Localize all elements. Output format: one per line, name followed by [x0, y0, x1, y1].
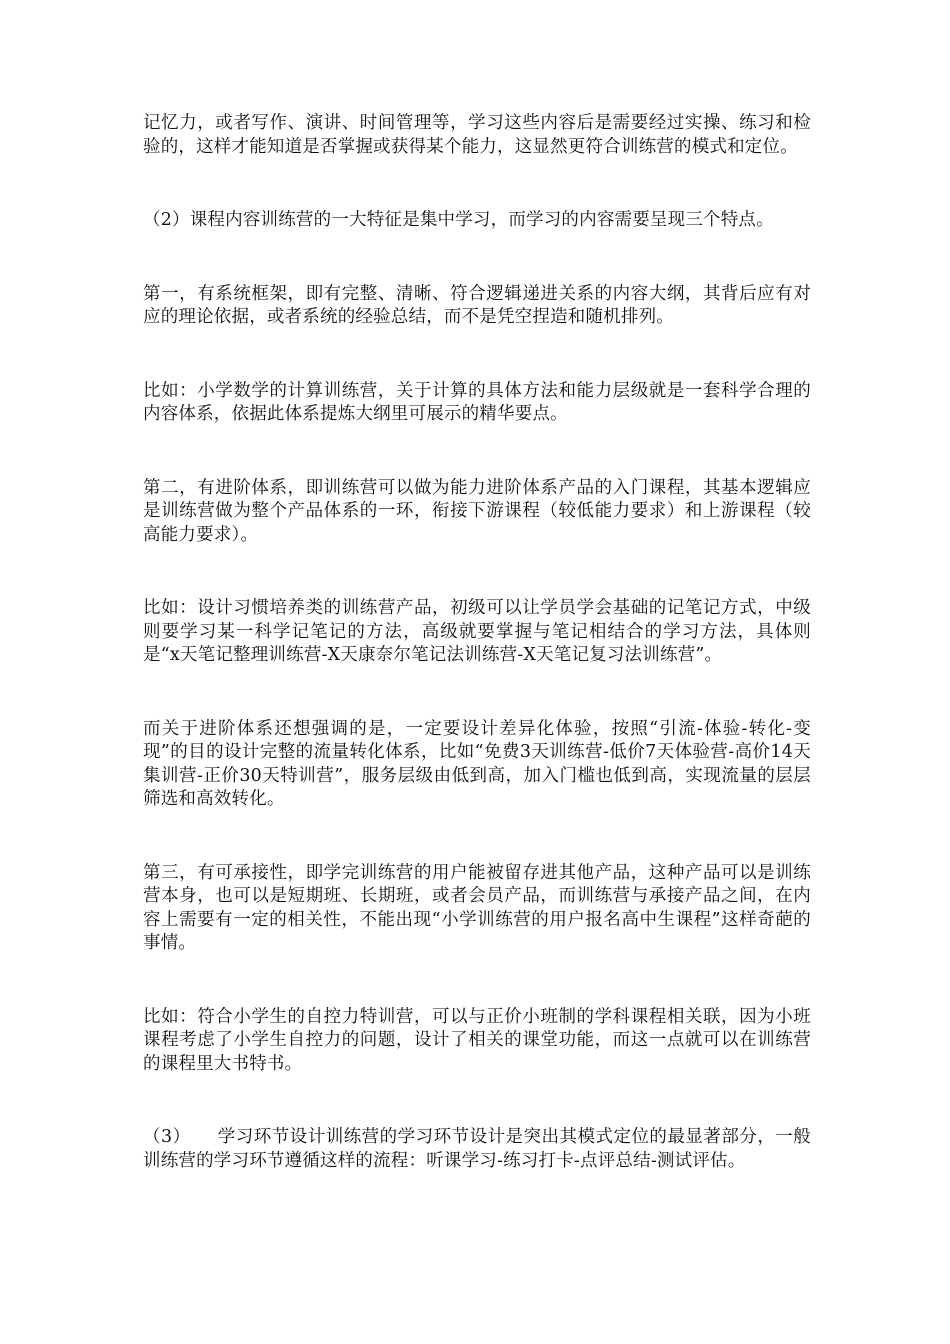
paragraph-third-continuity: 第三，有可承接性，即学完训练营的用户能被留存进其他产品，这种产品可以是训练营本身，也可以是短期班、长期班，或者会员产品，而训练营与承接产品之间，在内容上需要有一定的相关性，不能出现“小学训练营的用户报名高中生课程”这样奇葩的事情。	[143, 862, 811, 953]
paragraph-first-system-framework: 第一，有系统框架，即有完整、清晰、符合逻辑递进关系的内容大纲，其背后应有对应的理论依据，或者系统的经验总结，而不是凭空捏造和随机排列。	[143, 283, 811, 327]
paragraph-differentiated-experience: 而关于进阶体系还想强调的是，一定要设计差异化体验，按照“引流-体验-转化-变现”的目的设计完整的流量转化体系，比如“免费3天训练营-低价7天体验营-高价14天集训营-正价30天特训营”，服务层级由低到高，加入门槛也低到高，实现流量的层层筛选和高效转化。	[143, 718, 811, 809]
paragraph-course-content: （2）课程内容训练营的一大特征是集中学习，而学习的内容需要呈现三个特点。	[143, 210, 774, 230]
paragraph-example-notes: 比如：设计习惯培养类的训练营产品，初级可以让学员学会基础的记笔记方式，中级则要学习某一科学记笔记的方法，高级就要掌握与笔记相结合的学习方法，具体则是“x天笔记整理训练营-X天康奈尔笔记法训练营-X天笔记复习法训练营”。	[143, 598, 811, 665]
paragraph-example-math: 比如：小学数学的计算训练营，关于计算的具体方法和能力层级就是一套科学合理的内容体系，依据此体系提炼大纲里可展示的精华要点。	[143, 380, 811, 424]
paragraph-learning-stages: （3） 学习环节设计训练营的学习环节设计是突出其模式定位的最显著部分，一般训练营的学习环节遵循这样的流程：听课学习-练习打卡-点评总结-测试评估。	[143, 1127, 811, 1171]
paragraph-example-self-control: 比如：符合小学生的自控力特训营，可以与正价小班制的学科课程相关联，因为小班课程考虑了小学生自控力的问题，设计了相关的课堂功能，而这一点就可以在训练营的课程里大书特书。	[143, 1006, 811, 1074]
paragraph-second-advanced-system: 第二，有进阶体系，即训练营可以做为能力进阶体系产品的入门课程，其基本逻辑应是训练营做为整个产品体系的一环，衔接下游课程（较低能力要求）和上游课程（较高能力要求）。	[143, 477, 811, 545]
paragraph-memory-skills: 记忆力，或者写作、演讲、时间管理等，学习这些内容后是需要经过实操、练习和检验的，这样才能知道是否掌握或获得某个能力，这显然更符合训练营的模式和定位。	[143, 113, 811, 157]
document-body	[143, 112, 811, 1173]
